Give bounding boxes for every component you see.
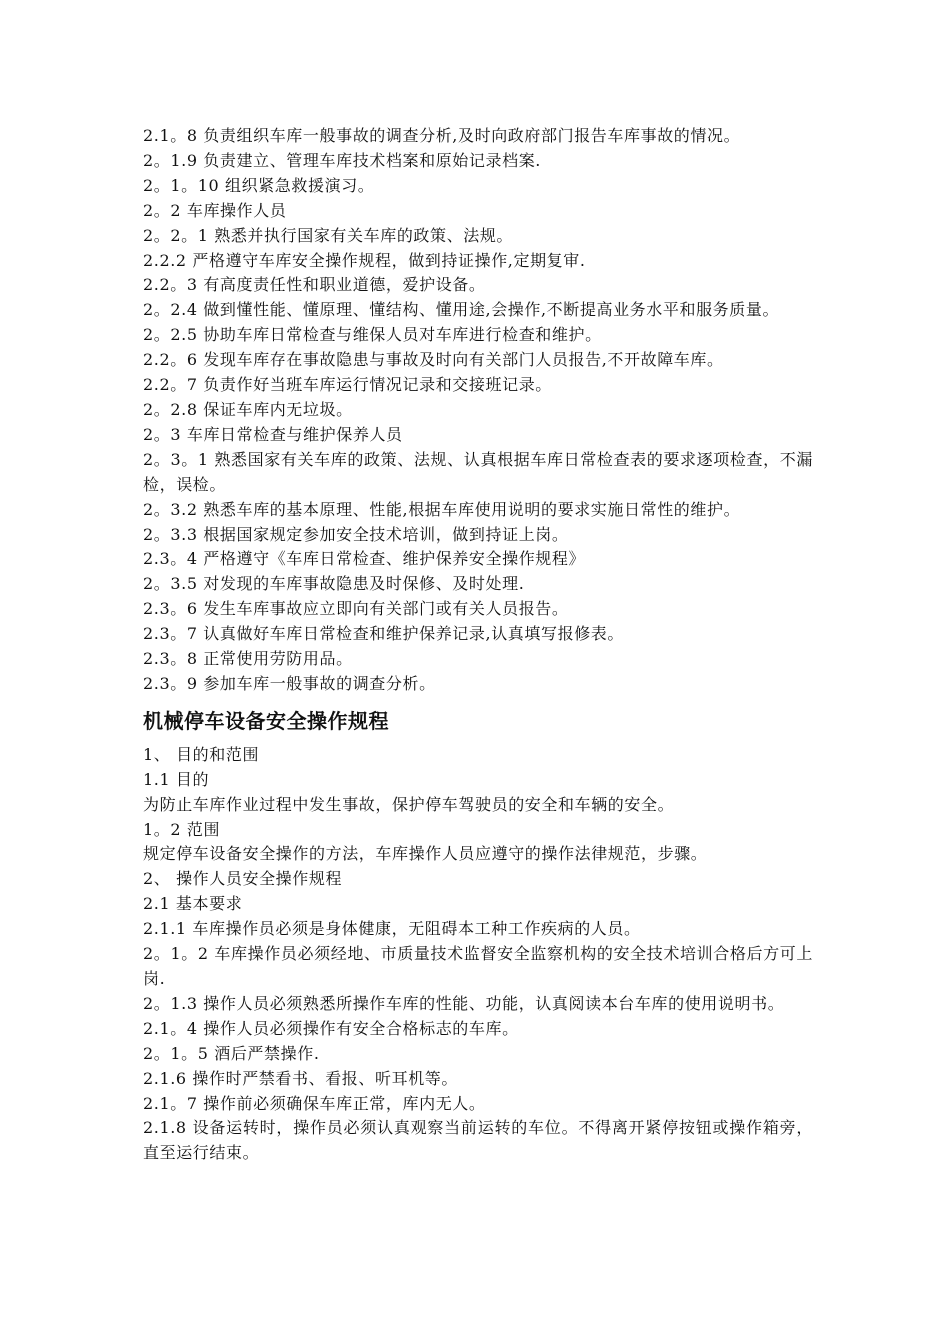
text-line: 2.1。8 负责组织车库一般事故的调查分析,及时向政府部门报告车库事故的情况。 — [143, 126, 741, 145]
section-heading: 2、 操作人员安全操作规程 — [143, 869, 343, 889]
text-paragraph: 2。2.4 做到懂性能、懂原理、懂结构、懂用途,会操作,不断提高业务水平和服务质量。 — [143, 300, 780, 320]
text-line: 2。2.5 协助车库日常检查与维保人员对车库进行检查和维护。 — [143, 325, 602, 345]
text-paragraph: 2.1.8 设备运转时，操作员必须认真观察当前运转的车位。不得离开紧停按钮或操作箱旁，直至运行结束。 — [143, 1118, 813, 1163]
text-line: 2.3。4 严格遵守《车库日常检查、维护保养安全操作规程》 — [143, 549, 586, 569]
text-line: 2.3。8 正常使用劳防用品。 — [143, 649, 353, 669]
text-line: 2.1.6 操作时严禁看书、看报、听耳机等。 — [143, 1068, 458, 1088]
text-line: 2.2。3 有高度责任性和职业道德，爱护设备。 — [143, 275, 486, 295]
text-line: 2.1。7 操作前必须确保车库正常，库内无人。 — [143, 1093, 486, 1113]
document-title: 机械停车设备安全操作规程 — [143, 708, 389, 733]
section-heading: 1、 目的和范围 — [143, 744, 260, 764]
text-line: 2。3.3 根据国家规定参加安全技术培训，做到持证上岗。 — [143, 524, 569, 544]
procedures-section — [143, 743, 813, 1166]
text-line: 规定停车设备安全操作的方法，车库操作人员应遵守的操作法律规范，步骤。 — [143, 844, 708, 864]
text-line: 2.2。7 负责作好当班车库运行情况记录和交接班记录。 — [143, 375, 552, 395]
text-line: 2.2.2 严格遵守车库安全操作规程，做到持证操作,定期复审. — [143, 250, 586, 270]
subsection-heading: 1。2 范围 — [143, 819, 221, 839]
subsection-heading: 1.1 目的 — [143, 769, 210, 789]
text-line: 为防止车库作业过程中发生事故，保护停车驾驶员的安全和车辆的安全。 — [143, 794, 675, 814]
text-line: 2。1。5 酒后严禁操作. — [143, 1043, 320, 1063]
duties-section — [143, 124, 813, 697]
text-line: 2.1。4 操作人员必须操作有安全合格标志的车库。 — [143, 1018, 519, 1038]
subsection-heading: 2。2 车库操作人员 — [143, 200, 287, 220]
text-paragraph: 2。1.3 操作人员必须熟悉所操作车库的性能、功能，认真阅读本台车库的使用说明书。 — [143, 993, 785, 1013]
text-paragraph: 2。1。2 车库操作员必须经地、市质量技术监督安全监察机构的安全技术培训合格后方可上岗. — [143, 944, 813, 988]
document-body — [143, 124, 813, 1166]
text-paragraph: 2。3。1 熟悉国家有关车库的政策、法规、认真根据车库日常检查表的要求逐项检查，不漏检，误检。 — [143, 449, 813, 494]
text-line: 2.1.1 车库操作员必须是身体健康，无阻碍本工种工作疾病的人员。 — [143, 919, 641, 939]
text-line: 2。3.2 熟悉车库的基本原理、性能,根据车库使用说明的要求实施日常性的维护。 — [143, 499, 741, 519]
text-line: 2。2.8 保证车库内无垃圾。 — [143, 399, 353, 419]
text-line: 2。2。1 熟悉并执行国家有关车库的政策、法规。 — [143, 225, 514, 245]
text-line: 2。3.5 对发现的车库事故隐患及时保修、及时处理. — [143, 574, 525, 594]
text-line: 2.3。9 参加车库一般事故的调查分析。 — [143, 673, 436, 693]
subsection-heading: 2.1 基本要求 — [143, 894, 243, 914]
text-line: 2.3。6 发生车库事故应立即向有关部门或有关人员报告。 — [143, 599, 569, 619]
text-line: 2.2。6 发现车库存在事故隐患与事故及时向有关部门人员报告,不开故障车库。 — [143, 350, 724, 370]
text-line: 2。1。10 组织紧急救援演习。 — [143, 175, 375, 195]
text-line: 2.3。7 认真做好车库日常检查和维护保养记录,认真填写报修表。 — [143, 624, 624, 644]
text-line: 2。1.9 负责建立、管理车库技术档案和原始记录档案. — [143, 150, 541, 170]
subsection-heading: 2。3 车库日常检查与维护保养人员 — [143, 424, 403, 444]
